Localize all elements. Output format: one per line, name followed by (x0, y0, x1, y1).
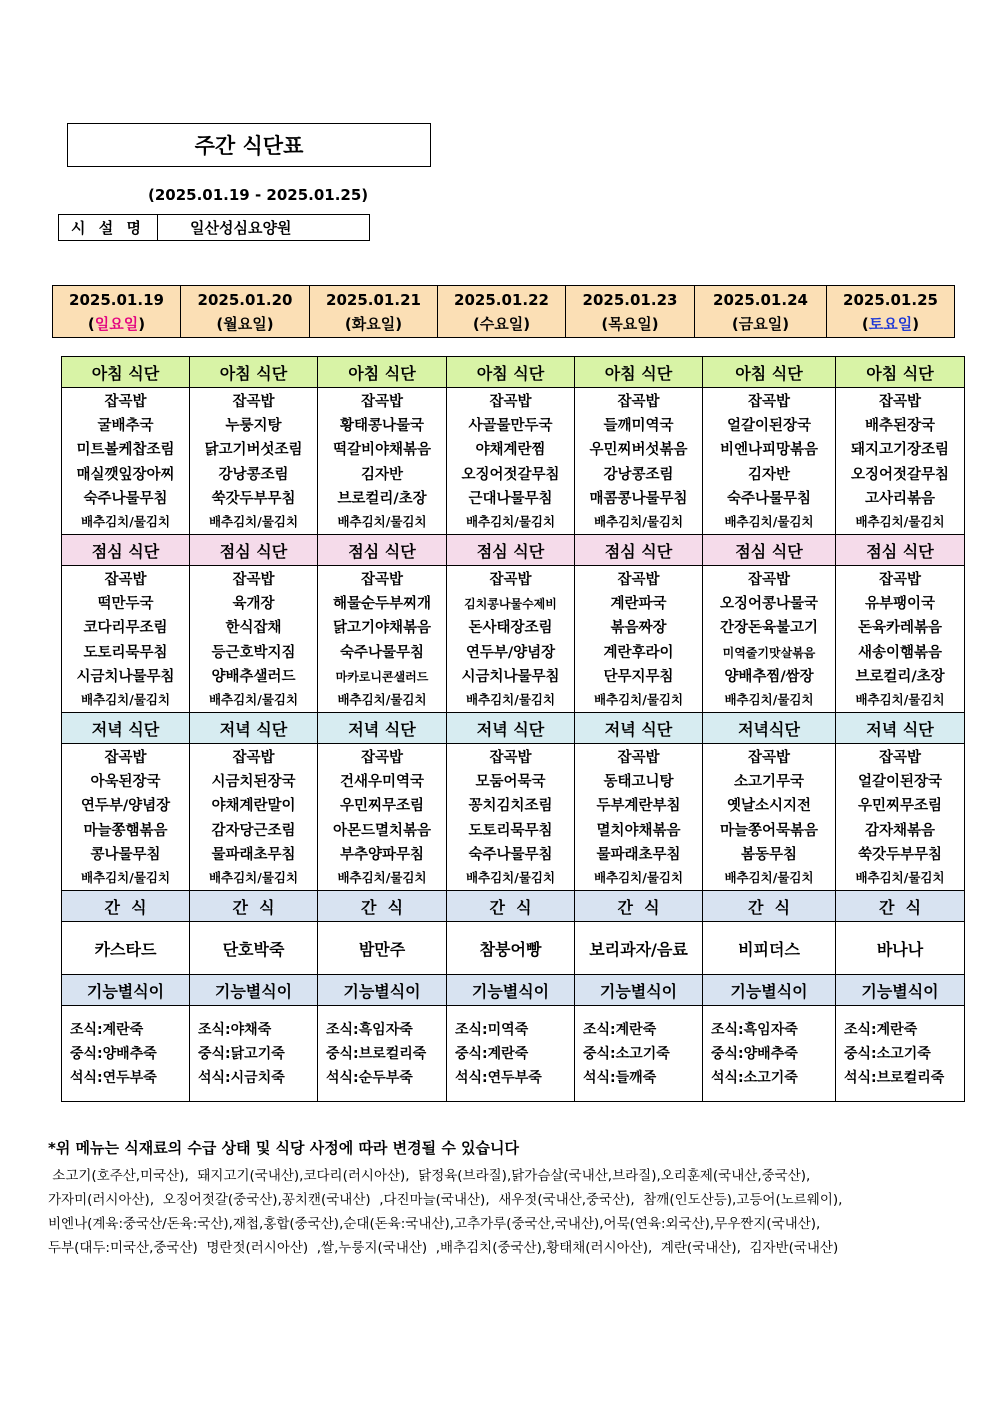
menu-item: 브로컬리/초장 (855, 668, 945, 685)
special-diet-item: 중식:계란죽 (455, 1045, 529, 1062)
menu-item: 잡곡밥 (878, 394, 922, 410)
lunch-cell (575, 566, 703, 713)
lunch-header: 점심 식단 (62, 535, 190, 566)
snack-item: 보리과자/음료 (575, 922, 703, 975)
menu-item: 배추김치/물김치 (337, 870, 427, 886)
menu-item: 김치콩나물수제비 (464, 597, 557, 612)
menu-item: 돈사태장조림 (468, 620, 553, 637)
menu-item: 배추김치/물김치 (80, 692, 171, 708)
menu-item: 잡곡밥 (617, 394, 660, 410)
menu-item: 쑥갓두부무침 (211, 490, 296, 507)
menu-item: 얼갈이된장국 (857, 774, 943, 791)
menu-item: 김자반 (747, 466, 791, 483)
menu-item: 야채계란말이 (211, 798, 296, 815)
menu-item: 마늘쫑햄볶음 (83, 822, 168, 839)
menu-item: 매실깻잎장아찌 (76, 466, 175, 483)
special-diet-item: 조식:흑임자죽 (711, 1021, 798, 1038)
menu-item: 연두부/양념장 (465, 644, 556, 661)
snack-item: 단호박죽 (190, 922, 318, 975)
menu-item: 오징어콩나물국 (719, 596, 819, 613)
menu-item: 잡곡밥 (878, 572, 922, 589)
menu-item: 잡곡밥 (878, 750, 922, 767)
special-diet-item: 중식:양배추죽 (711, 1045, 798, 1062)
ingredient-origin-info (48, 1164, 948, 1260)
day-date: 2025.01.21 (326, 290, 421, 309)
menu-item: 잡곡밥 (489, 750, 532, 767)
menu-item: 멸치야채볶음 (596, 822, 681, 839)
menu-item: 배추김치/물김치 (80, 870, 171, 886)
menu-item: 강낭콩조림 (218, 466, 289, 483)
dinner-header: 저녁 식단 (447, 713, 575, 744)
day-name: 금요일 (738, 314, 783, 333)
menu-item: 잡곡밥 (104, 750, 147, 767)
lunch-header: 점심 식단 (575, 535, 703, 566)
special-diet-cell (447, 1006, 575, 1102)
menu-item: 새송이햄볶음 (857, 644, 943, 661)
day-of-week: (금요일) (731, 314, 790, 333)
snack-header: 간 식 (62, 891, 190, 922)
menu-item: 닭고기야채볶음 (332, 620, 432, 637)
breakfast-cell (703, 388, 836, 535)
menu-item: 잡곡밥 (360, 572, 404, 589)
special-diet-header: 기능별식이 (447, 975, 575, 1006)
snack-header: 간 식 (447, 891, 575, 922)
menu-item: 배추김치/물김치 (337, 692, 427, 708)
menu-item: 배추김치/물김치 (80, 514, 171, 530)
menu-item: 도토리묵무침 (468, 822, 553, 839)
menu-item: 돈육카레볶음 (857, 620, 943, 637)
day-name: 토요일 (868, 314, 913, 333)
menu-item: 소고기무국 (733, 774, 805, 791)
breakfast-header: 아침 식단 (836, 357, 965, 388)
menu-item: 잡곡밥 (232, 394, 275, 410)
special-diet-cell (836, 1006, 965, 1102)
menu-item: 부추양파무침 (339, 846, 425, 863)
breakfast-cell (836, 388, 965, 535)
dinner-items-row (62, 744, 965, 891)
breakfast-cell (62, 388, 190, 535)
special-diet-item: 석식:브로컬리죽 (844, 1069, 945, 1086)
menu-item: 미트볼케찹조림 (76, 442, 175, 459)
menu-item: 배추김치/물김치 (593, 870, 684, 886)
menu-item: 숙주나물무침 (468, 846, 553, 863)
menu-item: 배추김치/물김치 (855, 870, 945, 886)
menu-item: 잡곡밥 (489, 394, 532, 410)
menu-item: 배추된장국 (864, 418, 936, 435)
dinner-cell (447, 744, 575, 891)
snack-item: 밤만주 (318, 922, 447, 975)
menu-item: 강낭콩조림 (603, 466, 674, 483)
breakfast-header: 아침 식단 (190, 357, 318, 388)
special-diet-row (62, 1006, 965, 1102)
menu-item: 떡갈비야채볶음 (332, 442, 432, 459)
menu-item: 숙주나물무침 (83, 490, 168, 507)
lunch-items-row (62, 566, 965, 713)
menu-item: 우민찌무조림 (857, 798, 943, 815)
origin-line: 가자미(러시아산), 오징어젓갈(중국산),꽁치캔(국내산) ,다진마늘(국내산), 새우젓(국내산,중국산), 참깨(인도산등),고등어(노르웨이), (48, 1192, 843, 1208)
dinner-cell (575, 744, 703, 891)
menu-item: 잡곡밥 (617, 750, 660, 767)
date-row (53, 286, 955, 338)
origin-line: 두부(대두:미국산,중국산) 명란젓(러시아산) ,쌀,누룽지(국내산) ,배추김치(중국산),황태채(러시아산), 계란(국내산), 김자반(국내산) (48, 1240, 839, 1256)
special-diet-item: 중식:소고기죽 (844, 1045, 931, 1062)
menu-item: 배추김치/물김치 (593, 692, 684, 708)
meal-plan-table (61, 356, 965, 1102)
dinner-header: 저녁 식단 (190, 713, 318, 744)
special-diet-cell (190, 1006, 318, 1102)
special-diet-cell (703, 1006, 836, 1102)
special-diet-item: 중식:닭고기죽 (198, 1045, 285, 1062)
special-diet-header: 기능별식이 (836, 975, 965, 1006)
date-header-table (52, 285, 955, 338)
menu-item: 우민찌무조림 (339, 798, 425, 815)
special-diet-item: 중식:소고기죽 (583, 1045, 670, 1062)
menu-item: 잡곡밥 (617, 572, 660, 589)
menu-item: 간장돈육불고기 (719, 620, 819, 637)
menu-item: 배추김치/물김치 (593, 514, 684, 530)
special-diet-cell (575, 1006, 703, 1102)
menu-item: 볶음짜장 (610, 620, 667, 637)
menu-item: 굴배추국 (97, 418, 154, 435)
menu-item: 배추김치/물김치 (855, 514, 945, 530)
breakfast-header: 아침 식단 (447, 357, 575, 388)
breakfast-header: 아침 식단 (318, 357, 447, 388)
special-diet-item: 조식:흑임자죽 (326, 1021, 413, 1038)
menu-item: 시금치된장국 (211, 774, 296, 791)
menu-item: 잡곡밥 (360, 394, 404, 410)
snack-item: 비피더스 (703, 922, 836, 975)
lunch-cell (836, 566, 965, 713)
snack-items-row (62, 922, 965, 975)
menu-item: 쑥갓두부무침 (857, 846, 943, 863)
menu-item: 도토리묵무침 (83, 644, 168, 661)
menu-item: 배추김치/물김치 (465, 692, 556, 708)
special-diet-cell (62, 1006, 190, 1102)
day-of-week: (화요일) (344, 314, 403, 333)
snack-header: 간 식 (703, 891, 836, 922)
menu-item: 유부팽이국 (864, 596, 936, 613)
day-date: 2025.01.24 (713, 290, 808, 309)
day-header-cell (438, 286, 566, 338)
menu-item: 연두부/양념장 (80, 798, 171, 815)
menu-item: 아몬드멸치볶음 (332, 822, 432, 839)
menu-item: 야채계란찜 (475, 442, 546, 459)
dinner-cell (318, 744, 447, 891)
special-diet-item: 석식:순두부죽 (326, 1069, 413, 1086)
day-date: 2025.01.20 (197, 290, 293, 309)
snack-header: 간 식 (190, 891, 318, 922)
menu-item: 배추김치/물김치 (724, 514, 814, 530)
day-date: 2025.01.19 (69, 290, 164, 309)
menu-item: 양배추샐러드 (211, 668, 296, 685)
lunch-header-row (62, 535, 965, 566)
breakfast-cell (318, 388, 447, 535)
menu-item: 계란파국 (610, 596, 667, 613)
menu-item: 시금치나물무침 (461, 668, 560, 685)
menu-item: 코다리무조림 (83, 620, 168, 637)
dinner-cell (190, 744, 318, 891)
menu-item: 오징어젓갈무침 (850, 466, 950, 483)
breakfast-cell (575, 388, 703, 535)
menu-item: 비엔나피망볶음 (719, 442, 819, 459)
breakfast-header: 아침 식단 (62, 357, 190, 388)
snack-item: 참붕어빵 (447, 922, 575, 975)
menu-item: 배추김치/물김치 (208, 870, 299, 886)
day-date: 2025.01.25 (843, 290, 938, 309)
menu-item: 해물순두부찌개 (332, 596, 432, 613)
menu-item: 배추김치/물김치 (208, 514, 299, 530)
menu-item: 돼지고기장조림 (850, 442, 950, 459)
day-header-cell (827, 286, 955, 338)
lunch-cell (703, 566, 836, 713)
day-date: 2025.01.23 (582, 290, 678, 309)
special-diet-header: 기능별식이 (190, 975, 318, 1006)
snack-item: 바나나 (836, 922, 965, 975)
menu-item: 잡곡밥 (104, 394, 147, 410)
lunch-header: 점심 식단 (447, 535, 575, 566)
menu-item: 감자당근조림 (211, 822, 296, 839)
lunch-cell (62, 566, 190, 713)
menu-item: 얼갈이된장국 (726, 418, 812, 435)
dinner-header: 저녁 식단 (575, 713, 703, 744)
special-diet-item: 석식:소고기죽 (711, 1069, 798, 1086)
snack-item: 카스타드 (62, 922, 190, 975)
day-of-week: (월요일) (216, 314, 274, 333)
menu-item: 시금치나물무침 (76, 668, 175, 685)
origin-line: 비엔나(계육:중국산/돈육:국산),재첩,홍합(중국산),순대(돈육:국내산),고추가루(중국산,국내산),어묵(연육:외국산),무우짠지(국내산), (48, 1216, 821, 1232)
menu-period: (2025.01.19 - 2025.01.25) (148, 186, 369, 204)
menu-item: 고사리볶음 (864, 490, 936, 507)
menu-item: 매콤콩나물무침 (589, 490, 688, 507)
menu-item: 봄동무침 (740, 846, 798, 863)
dinner-header: 저녁 식단 (836, 713, 965, 744)
special-diet-item: 석식:들깨죽 (583, 1069, 657, 1086)
day-name: 화요일 (351, 314, 396, 333)
menu-item: 단무지무침 (603, 668, 674, 685)
menu-item: 배추김치/물김치 (724, 870, 814, 886)
menu-item: 육개장 (232, 596, 275, 613)
menu-item: 김자반 (360, 466, 404, 483)
menu-item: 숙주나물무침 (726, 490, 812, 507)
dinner-header: 저녁식단 (703, 713, 836, 744)
facility-label: 시 설 명 (59, 215, 158, 240)
menu-item: 근대나물무침 (468, 490, 553, 507)
day-header-cell (181, 286, 310, 338)
day-of-week: (목요일) (601, 314, 659, 333)
menu-item: 감자채볶음 (864, 822, 936, 839)
menu-item: 미역줄기맛살볶음 (722, 645, 816, 660)
special-diet-item: 중식:브로컬리죽 (326, 1045, 427, 1062)
menu-item: 물파래초무침 (596, 846, 681, 863)
menu-item: 숙주나물무침 (339, 644, 425, 661)
menu-item: 들깨미역국 (603, 418, 674, 435)
menu-item: 배추김치/물김치 (465, 514, 556, 530)
snack-header-row (62, 891, 965, 922)
menu-item: 두부계란부침 (596, 798, 681, 815)
special-diet-item: 조식:계란죽 (844, 1021, 918, 1038)
menu-item: 잡곡밥 (232, 750, 275, 767)
menu-item: 잡곡밥 (747, 750, 791, 767)
special-diet-item: 조식:계란죽 (70, 1021, 144, 1038)
menu-item: 잡곡밥 (747, 572, 791, 589)
snack-header: 간 식 (575, 891, 703, 922)
breakfast-header: 아침 식단 (703, 357, 836, 388)
menu-item: 떡만두국 (97, 596, 154, 613)
menu-item: 배추김치/물김치 (208, 692, 299, 708)
menu-item: 배추김치/물김치 (465, 870, 556, 886)
menu-item: 양배추찜/쌈장 (724, 668, 814, 685)
dinner-cell (703, 744, 836, 891)
menu-item: 건새우미역국 (339, 774, 425, 791)
origin-line: 소고기(호주산,미국산), 돼지고기(국내산),코다리(러시아산), 닭정육(브라질),닭가슴살(국내산,브라질),오리훈제(국내산,중국산), (48, 1168, 811, 1184)
lunch-cell (318, 566, 447, 713)
menu-item: 잡곡밥 (747, 394, 791, 410)
day-date: 2025.01.22 (454, 290, 549, 309)
dinner-header-row (62, 713, 965, 744)
breakfast-header-row (62, 357, 965, 388)
menu-item: 사골물만두국 (468, 418, 553, 435)
snack-header: 간 식 (318, 891, 447, 922)
menu-item: 황태콩나물국 (339, 418, 425, 435)
menu-item: 오징어젓갈무침 (461, 466, 560, 483)
lunch-header: 점심 식단 (318, 535, 447, 566)
special-diet-item: 석식:연두부죽 (455, 1069, 542, 1086)
menu-item: 브로컬리/초장 (337, 490, 427, 507)
breakfast-header: 아침 식단 (575, 357, 703, 388)
menu-item: 닭고기버섯조림 (204, 442, 303, 459)
special-diet-item: 석식:시금치죽 (198, 1069, 285, 1086)
menu-item: 마카로니콘샐러드 (335, 669, 429, 684)
day-of-week: (수요일) (472, 314, 531, 333)
page-title: 주간 식단표 (67, 123, 431, 167)
special-diet-header: 기능별식이 (62, 975, 190, 1006)
facility-name: 일산성심요양원 (190, 219, 292, 237)
lunch-header: 점심 식단 (190, 535, 318, 566)
day-name: 일요일 (94, 314, 139, 333)
special-diet-header: 기능별식이 (703, 975, 836, 1006)
day-header-cell (695, 286, 827, 338)
day-header-cell (566, 286, 695, 338)
breakfast-cell (190, 388, 318, 535)
lunch-cell (447, 566, 575, 713)
menu-item: 잡곡밥 (489, 572, 532, 589)
lunch-cell (190, 566, 318, 713)
menu-change-notice: *위 메뉴는 식재료의 수급 상태 및 식당 사정에 따라 변경될 수 있습니다 (48, 1139, 520, 1157)
day-name: 목요일 (608, 314, 652, 333)
menu-item: 마늘쫑어묵볶음 (719, 822, 819, 839)
menu-item: 잡곡밥 (360, 750, 404, 767)
special-diet-item: 조식:계란죽 (583, 1021, 657, 1038)
special-diet-header: 기능별식이 (318, 975, 447, 1006)
special-diet-header: 기능별식이 (575, 975, 703, 1006)
dinner-header: 저녁 식단 (318, 713, 447, 744)
special-diet-header-row (62, 975, 965, 1006)
day-header-cell (310, 286, 438, 338)
menu-item: 아욱된장국 (90, 774, 161, 791)
special-diet-item: 조식:야채죽 (198, 1021, 272, 1038)
day-of-week: (토요일) (861, 314, 920, 333)
menu-item: 우민찌버섯볶음 (589, 442, 688, 459)
special-diet-item: 조식:미역죽 (455, 1021, 529, 1038)
special-diet-item: 석식:연두부죽 (70, 1069, 157, 1086)
breakfast-items-row (62, 388, 965, 535)
menu-item: 모둠어묵국 (475, 774, 546, 791)
menu-item: 꽁치김치조림 (468, 798, 553, 815)
day-of-week: (일요일) (87, 314, 146, 333)
menu-item: 배추김치/물김치 (724, 692, 814, 708)
day-name: 수요일 (479, 314, 524, 333)
menu-item: 등근호박지짐 (211, 644, 296, 661)
menu-item: 배추김치/물김치 (337, 514, 427, 530)
day-name: 월요일 (223, 314, 267, 333)
lunch-header: 점심 식단 (703, 535, 836, 566)
breakfast-cell (447, 388, 575, 535)
menu-item: 누룽지탕 (225, 418, 282, 435)
special-diet-cell (318, 1006, 447, 1102)
lunch-header: 점심 식단 (836, 535, 965, 566)
menu-item: 배추김치/물김치 (855, 692, 945, 708)
menu-item: 동태고니탕 (603, 774, 674, 791)
dinner-cell (836, 744, 965, 891)
dinner-cell (62, 744, 190, 891)
day-header-cell (53, 286, 181, 338)
dinner-header: 저녁 식단 (62, 713, 190, 744)
menu-item: 한식잡채 (225, 620, 282, 637)
facility-box (58, 214, 370, 241)
menu-item: 콩나물무침 (90, 846, 161, 863)
menu-item: 잡곡밥 (104, 572, 147, 589)
menu-item: 물파래초무침 (211, 846, 296, 863)
special-diet-item: 중식:양배추죽 (70, 1045, 157, 1062)
menu-item: 잡곡밥 (232, 572, 275, 589)
snack-header: 간 식 (836, 891, 965, 922)
menu-item: 옛날소시지전 (726, 798, 812, 815)
menu-item: 계란후라이 (603, 644, 674, 661)
